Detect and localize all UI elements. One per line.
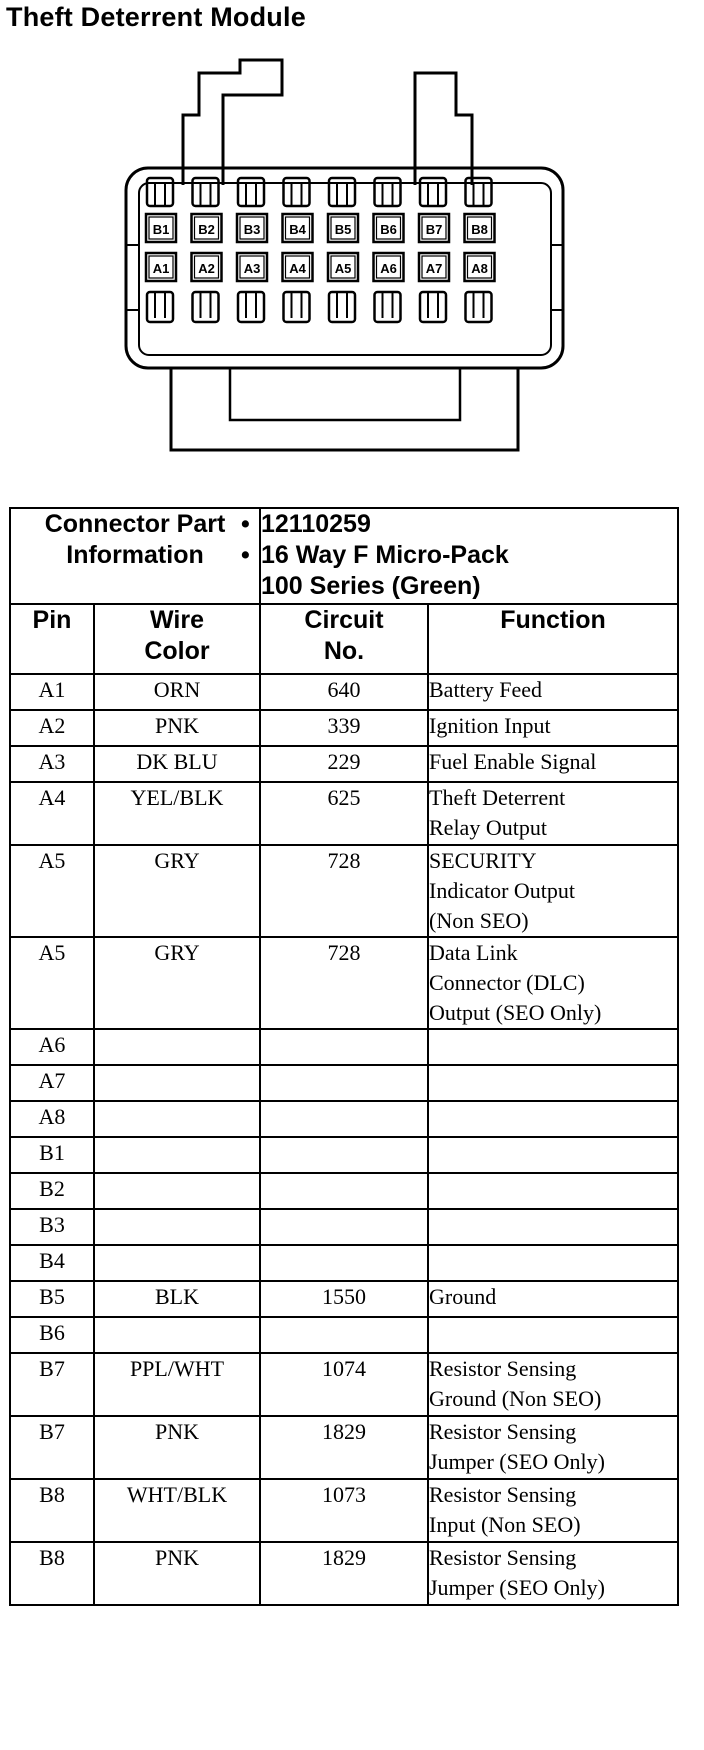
circuit-cell: 1074 [260,1353,428,1416]
function-cell [428,1065,678,1101]
wire-color-cell [94,1173,260,1209]
table-row [10,746,678,782]
terminal-b7 [419,214,449,242]
pin-cell: A1 [10,674,94,710]
table-row [10,1245,678,1281]
terminal-b6 [374,214,404,242]
function-line: SECURITY [429,848,537,873]
connector-cavity [329,292,355,322]
function-cell [428,1209,678,1245]
connector-cavity [284,292,310,322]
wire-color-header [94,604,260,674]
wire-color-cell: ORN [94,674,260,710]
table-row [10,1479,678,1542]
function-line: Theft Deterrent [429,785,566,810]
function-line: Resistor Sensing [429,1356,577,1381]
wire-color-cell [94,1317,260,1353]
function-line: Ground (Non SEO) [429,1386,602,1411]
function-line: Resistor Sensing [429,1545,577,1570]
pin-cell: A3 [10,746,94,782]
function-line: Resistor Sensing [429,1419,577,1444]
wire-color-cell: GRY [94,937,260,1029]
circuit-cell: 229 [260,746,428,782]
function-cell [428,1245,678,1281]
circuit-cell: 728 [260,937,428,1029]
table-row [10,845,678,937]
part-info-label-line: Connector Part [44,510,226,538]
pin-cell: A5 [10,845,94,937]
terminal-label: B6 [380,222,397,237]
connector-cavity [466,292,492,322]
wire-color-cell: DK BLU [94,746,260,782]
terminal-label: A6 [380,261,397,276]
terminal-label: B3 [243,222,261,237]
pin-cell: B8 [10,1542,94,1605]
function-cell [428,1281,678,1317]
terminal-label: B2 [198,222,215,237]
function-cell [428,1479,678,1542]
terminal-b2 [192,214,222,242]
table-row [10,1209,678,1245]
table-row [10,1065,678,1101]
part-info-values [241,508,678,604]
pin-cell: B8 [10,1479,94,1542]
terminal-label: A3 [243,261,261,276]
terminal-a3 [237,253,267,281]
connector-cavity [238,292,264,322]
function-line: Input (Non SEO) [429,1512,581,1537]
circuit-cell: 728 [260,845,428,937]
pin-cell: A4 [10,782,94,845]
table-row [10,1353,678,1416]
circuit-cell: 1829 [260,1416,428,1479]
wire-color-cell [94,1029,260,1065]
pin-cell: B6 [10,1317,94,1353]
function-line: (Non SEO) [429,908,529,933]
function-cell [428,674,678,710]
function-line: Indicator Output [429,878,576,903]
table-row [10,1281,678,1317]
function-line: Data Link [429,940,518,965]
terminal-label: A1 [152,261,170,276]
circuit-cell: 640 [260,674,428,710]
connector-type: • 16 Way F Micro-Pack [241,541,509,569]
circuit-cell [260,1245,428,1281]
pin-cell: A2 [10,710,94,746]
terminal-a6 [374,253,404,281]
part-info-row [10,508,678,604]
circuit-cell [260,1101,428,1137]
terminal-a5 [328,253,358,281]
pin-cell: B1 [10,1137,94,1173]
circuit-cell: 625 [260,782,428,845]
pin-cell: B7 [10,1353,94,1416]
function-cell [428,1317,678,1353]
circuit-cell: 1829 [260,1542,428,1605]
function-line: Output (SEO Only) [429,1000,602,1025]
header-text: Pin [32,606,72,634]
connector-cavity [193,292,219,322]
pin-header [10,604,94,674]
circuit-cell: 1550 [260,1281,428,1317]
table-row [10,937,678,1029]
wire-color-cell [94,1101,260,1137]
function-cell [428,1137,678,1173]
function-line: Ground [429,1284,497,1309]
circuit-cell [260,1065,428,1101]
function-line: Fuel Enable Signal [429,749,597,774]
table-row [10,710,678,746]
function-cell [428,1173,678,1209]
connector-cavity [375,292,401,322]
terminal-label: A8 [471,261,488,276]
pin-cell: B4 [10,1245,94,1281]
wire-color-cell: WHT/BLK [94,1479,260,1542]
pin-cell: B2 [10,1173,94,1209]
pin-cell: A6 [10,1029,94,1065]
terminal-b3 [237,214,267,242]
pin-cell: B5 [10,1281,94,1317]
connector-cavity [147,292,173,322]
part-info-item: 16 Way F Micro-Pack [261,541,509,569]
table-row [10,1542,678,1605]
header-text: Wire [150,606,204,634]
part-info-item: 12110259 [261,510,371,538]
circuit-cell [260,1137,428,1173]
terminal-label: B4 [289,222,306,237]
terminal-label: A4 [289,261,306,276]
function-line: Connector (DLC) [429,970,585,995]
function-cell [428,1416,678,1479]
function-line: Relay Output [429,815,547,840]
pin-cell: B7 [10,1416,94,1479]
function-cell [428,710,678,746]
terminal-b5 [328,214,358,242]
header-text: Circuit [304,606,384,634]
connector-cavity [420,292,446,322]
header-text: Color [144,637,210,665]
terminal-a2 [192,253,222,281]
table-row [10,1416,678,1479]
function-line: Jumper (SEO Only) [429,1449,605,1474]
function-cell [428,845,678,937]
wire-color-cell [94,1065,260,1101]
pin-cell: B3 [10,1209,94,1245]
pin-cell: A8 [10,1101,94,1137]
function-cell [428,1353,678,1416]
table-row [10,674,678,710]
part-info-item: 100 Series (Green) [261,572,481,600]
connector-series [261,571,677,602]
function-line: Battery Feed [429,677,543,702]
circuit-cell [260,1173,428,1209]
terminal-b1 [146,214,176,242]
page-title: Theft Deterrent Module [6,2,306,32]
terminal-label: B7 [425,222,443,237]
terminal-b4 [283,214,313,242]
table-row [10,1173,678,1209]
header-text: Function [500,606,606,634]
terminal-a4 [283,253,313,281]
table-row [10,782,678,845]
terminal-b8 [465,214,495,242]
circuit-cell [260,1209,428,1245]
wire-color-cell [94,1209,260,1245]
function-line: Jumper (SEO Only) [429,1575,605,1600]
function-cell [428,1029,678,1065]
wire-color-cell: BLK [94,1281,260,1317]
part-info-label-line: Information [66,541,204,569]
terminal-label: A5 [334,261,352,276]
terminal-label: B8 [471,222,488,237]
circuit-cell: 1073 [260,1479,428,1542]
terminal-a7 [419,253,449,281]
connector-diagram [0,0,704,490]
function-cell [428,782,678,845]
function-line: Ignition Input [429,713,551,738]
wire-color-cell: PNK [94,1416,260,1479]
function-cell [428,937,678,1029]
table-row [10,1101,678,1137]
column-header-row [10,604,678,674]
table-row [10,1029,678,1065]
header-text: No. [323,637,365,665]
terminal-label: B1 [152,222,170,237]
terminal-a1 [146,253,176,281]
circuit-no-header [260,604,428,674]
part-number: • 12110259 [241,510,371,538]
function-header [428,604,678,674]
function-line: Resistor Sensing [429,1482,577,1507]
terminal-label: A2 [198,261,215,276]
terminal-label: B5 [334,222,352,237]
function-cell [428,1101,678,1137]
wire-color-cell: YEL/BLK [94,782,260,845]
table-row [10,1137,678,1173]
function-cell [428,1542,678,1605]
wire-color-cell: GRY [94,845,260,937]
pin-cell: A7 [10,1065,94,1101]
table-row [10,1317,678,1353]
terminal-a8 [465,253,495,281]
circuit-cell [260,1029,428,1065]
circuit-cell: 339 [260,710,428,746]
function-cell [428,746,678,782]
wire-color-cell: PPL/WHT [94,1353,260,1416]
pinout-table [9,507,679,1606]
part-info-label [10,508,260,604]
terminal-label: A7 [425,261,443,276]
wire-color-cell [94,1245,260,1281]
wire-color-cell: PNK [94,1542,260,1605]
wire-color-cell: PNK [94,710,260,746]
circuit-cell [260,1317,428,1353]
pin-cell: A5 [10,937,94,1029]
wire-color-cell [94,1137,260,1173]
